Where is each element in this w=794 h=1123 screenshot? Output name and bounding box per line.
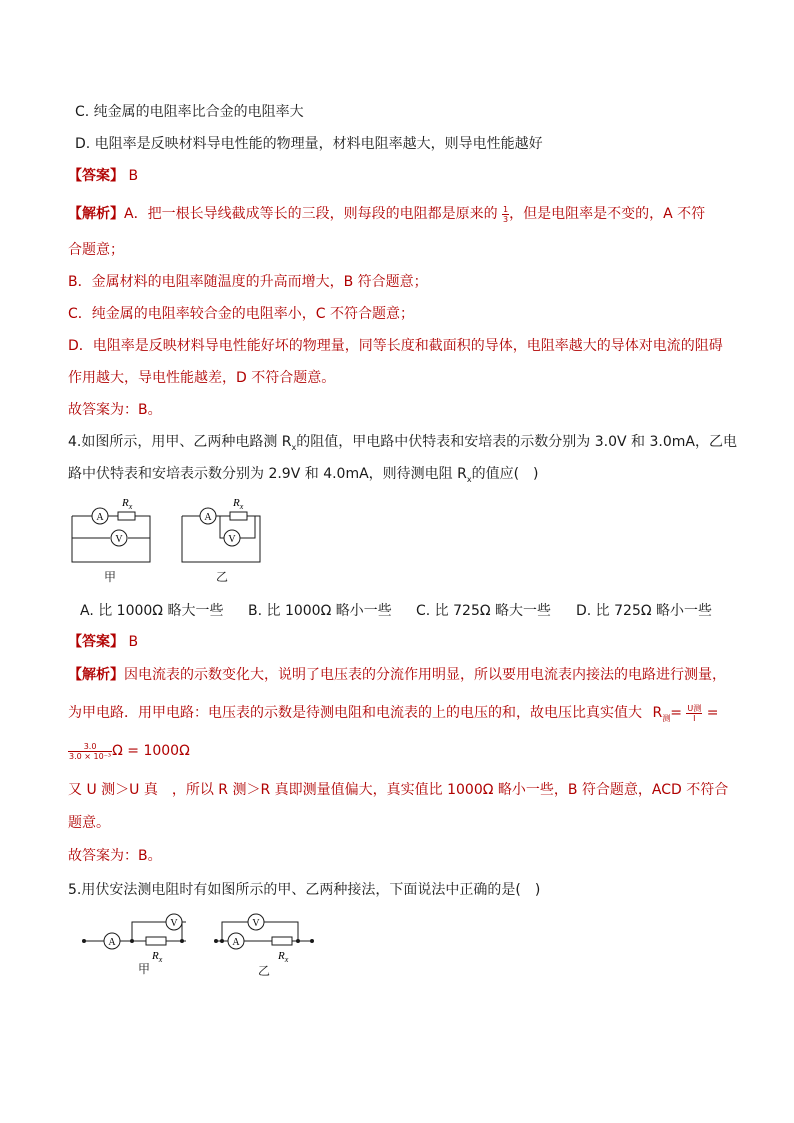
fraction-denominator: 3.0 × 10⁻³	[69, 751, 112, 761]
analysis-1-a-text: A．把一根长导线截成等长的三段，则每段的电阻都是原来的	[124, 206, 498, 222]
terminal-dot	[82, 939, 86, 943]
answer-line-2	[68, 632, 138, 652]
svg-text:A: A	[96, 512, 104, 523]
analysis-2-text-2: 为甲电路．用甲电路：电压表的示数是待测电阻和电流表的上的电压的和，故电压比真实值大	[68, 705, 642, 721]
resistor-label: $R_x$	[278, 950, 289, 964]
analysis-2-eq-2: =	[706, 705, 719, 721]
question-4-line-2	[68, 464, 539, 490]
junction-dot	[296, 939, 300, 943]
q4-text-4: 的值应( )	[471, 466, 539, 482]
figure-label-yi: 乙	[216, 570, 229, 584]
fraction-denominator: I	[693, 713, 696, 723]
analysis-1-c: C．纯金属的电阻率较合金的电阻率小，C 不符合题意；	[68, 306, 414, 322]
svg-text:V: V	[252, 918, 260, 929]
analysis-1-d-cont: 作用越大，导电性能越差，D 不符合题意。	[68, 370, 336, 386]
q4-sub-2: x	[466, 474, 472, 484]
svg-text:V: V	[115, 534, 123, 545]
question-5: 5.用伏安法测电阻时有如图所示的甲、乙两种接法，下面说法中正确的是( )	[68, 882, 541, 898]
ammeter-icon	[104, 933, 120, 949]
conclusion-2: 故答案为：B。	[68, 848, 162, 864]
ammeter-icon	[228, 933, 244, 949]
analysis-2-line-2	[68, 703, 718, 729]
q4-option-a: A. 比 1000Ω 略大一些	[80, 603, 224, 619]
question-4-line-1	[68, 432, 737, 458]
analysis-tag: 【解析】	[68, 206, 124, 222]
svg-text:V: V	[170, 918, 178, 929]
analysis-1-a-cont: 合题意；	[68, 242, 124, 258]
analysis-2-r: R	[652, 705, 663, 721]
fraction-numerator: 1	[503, 204, 509, 214]
resistor-label: $R_x$	[122, 497, 133, 511]
resistor-label: $R_x$	[152, 950, 163, 964]
junction-dot	[130, 939, 134, 943]
q4-text-2: 的阻值，甲电路中伏特表和安培表的示数分别为 3.0V 和 3.0mA，乙电	[296, 434, 737, 450]
option-c: C. 纯金属的电阻率比合金的电阻率大	[75, 104, 304, 120]
answer-tag: 【答案】	[68, 168, 124, 184]
answer-value: B	[128, 634, 139, 650]
fraction-u-over-i	[686, 704, 702, 723]
option-d: D. 电阻率是反映材料导电性能的物理量，材料电阻率越大，则导电性能越好	[75, 136, 543, 152]
voltmeter-icon	[224, 530, 240, 546]
resistor-label: $R_x$	[233, 497, 244, 511]
q4-text-3: 路中伏特表和安培表示数分别为 2.9V 和 4.0mA，则待测电阻 R	[68, 466, 467, 482]
analysis-2-line-1	[68, 665, 726, 685]
q4-sub-1: x	[291, 442, 297, 452]
q5-circuit-diagrams	[76, 908, 326, 978]
junction-dot	[180, 939, 184, 943]
analysis-2-line-4: 又 U 测＞U 真 ，所以 R 测＞R 真即测量值偏大，真实值比 1000Ω 略小一些，B 符合题意，ACD 不符合	[68, 782, 729, 798]
voltmeter-icon	[248, 914, 264, 930]
analysis-2-result: Ω = 1000Ω	[112, 743, 190, 759]
answer-line-1	[68, 166, 138, 186]
svg-text:A: A	[232, 937, 240, 948]
conclusion-1: 故答案为：B。	[68, 402, 162, 418]
analysis-2-line-3	[68, 741, 190, 761]
fraction-value	[68, 742, 112, 761]
svg-text:A: A	[108, 937, 116, 948]
junction-dot	[220, 939, 224, 943]
analysis-2-r-sub: 测	[662, 713, 671, 723]
q4-option-c: C. 比 725Ω 略大一些	[416, 603, 551, 619]
q4-text-1: 4.如图所示，用甲、乙两种电路测 R	[68, 434, 292, 450]
q4-circuit-diagrams	[60, 492, 280, 582]
analysis-1-d: D．电阻率是反映材料导电性能好坏的物理量，同等长度和截面积的导体，电阻率越大的导体对电流的阻碍	[68, 338, 723, 354]
svg-text:V: V	[228, 534, 236, 545]
fraction-denominator: 3	[503, 214, 509, 224]
fraction-numerator: U测	[687, 703, 702, 713]
svg-text:A: A	[204, 512, 212, 523]
analysis-2-eq-1: =	[670, 705, 682, 721]
figure-5-label-jia: 甲	[138, 962, 151, 976]
q4-option-b: B. 比 1000Ω 略小一些	[248, 603, 392, 619]
analysis-1-b: B．金属材料的电阻率随温度的升高而增大，B 符合题意；	[68, 274, 428, 290]
voltmeter-icon	[166, 914, 182, 930]
terminal-dot	[214, 939, 218, 943]
voltmeter-icon	[111, 530, 127, 546]
analysis-2-line-5: 题意。	[68, 815, 110, 831]
circuit-yi	[182, 512, 260, 562]
analysis-1-a	[68, 204, 705, 224]
fraction-numerator: 3.0	[68, 742, 112, 752]
answer-value: B	[128, 168, 139, 184]
answer-tag: 【答案】	[68, 634, 124, 650]
analysis-2-text-1: 因电流表的示数变化大，说明了电压表的分流作用明显，所以要用电流表内接法的电路进行测量，	[124, 667, 726, 683]
ammeter-icon	[200, 508, 216, 524]
analysis-tag: 【解析】	[68, 667, 124, 683]
terminal-dot	[310, 939, 314, 943]
figure-5-label-yi: 乙	[258, 964, 271, 978]
analysis-1-a-text-2: ，但是电阻率是不变的，A 不符	[509, 206, 706, 222]
ammeter-icon	[92, 508, 108, 524]
q4-option-d: D. 比 725Ω 略小一些	[576, 603, 713, 619]
figure-label-jia: 甲	[104, 570, 117, 584]
